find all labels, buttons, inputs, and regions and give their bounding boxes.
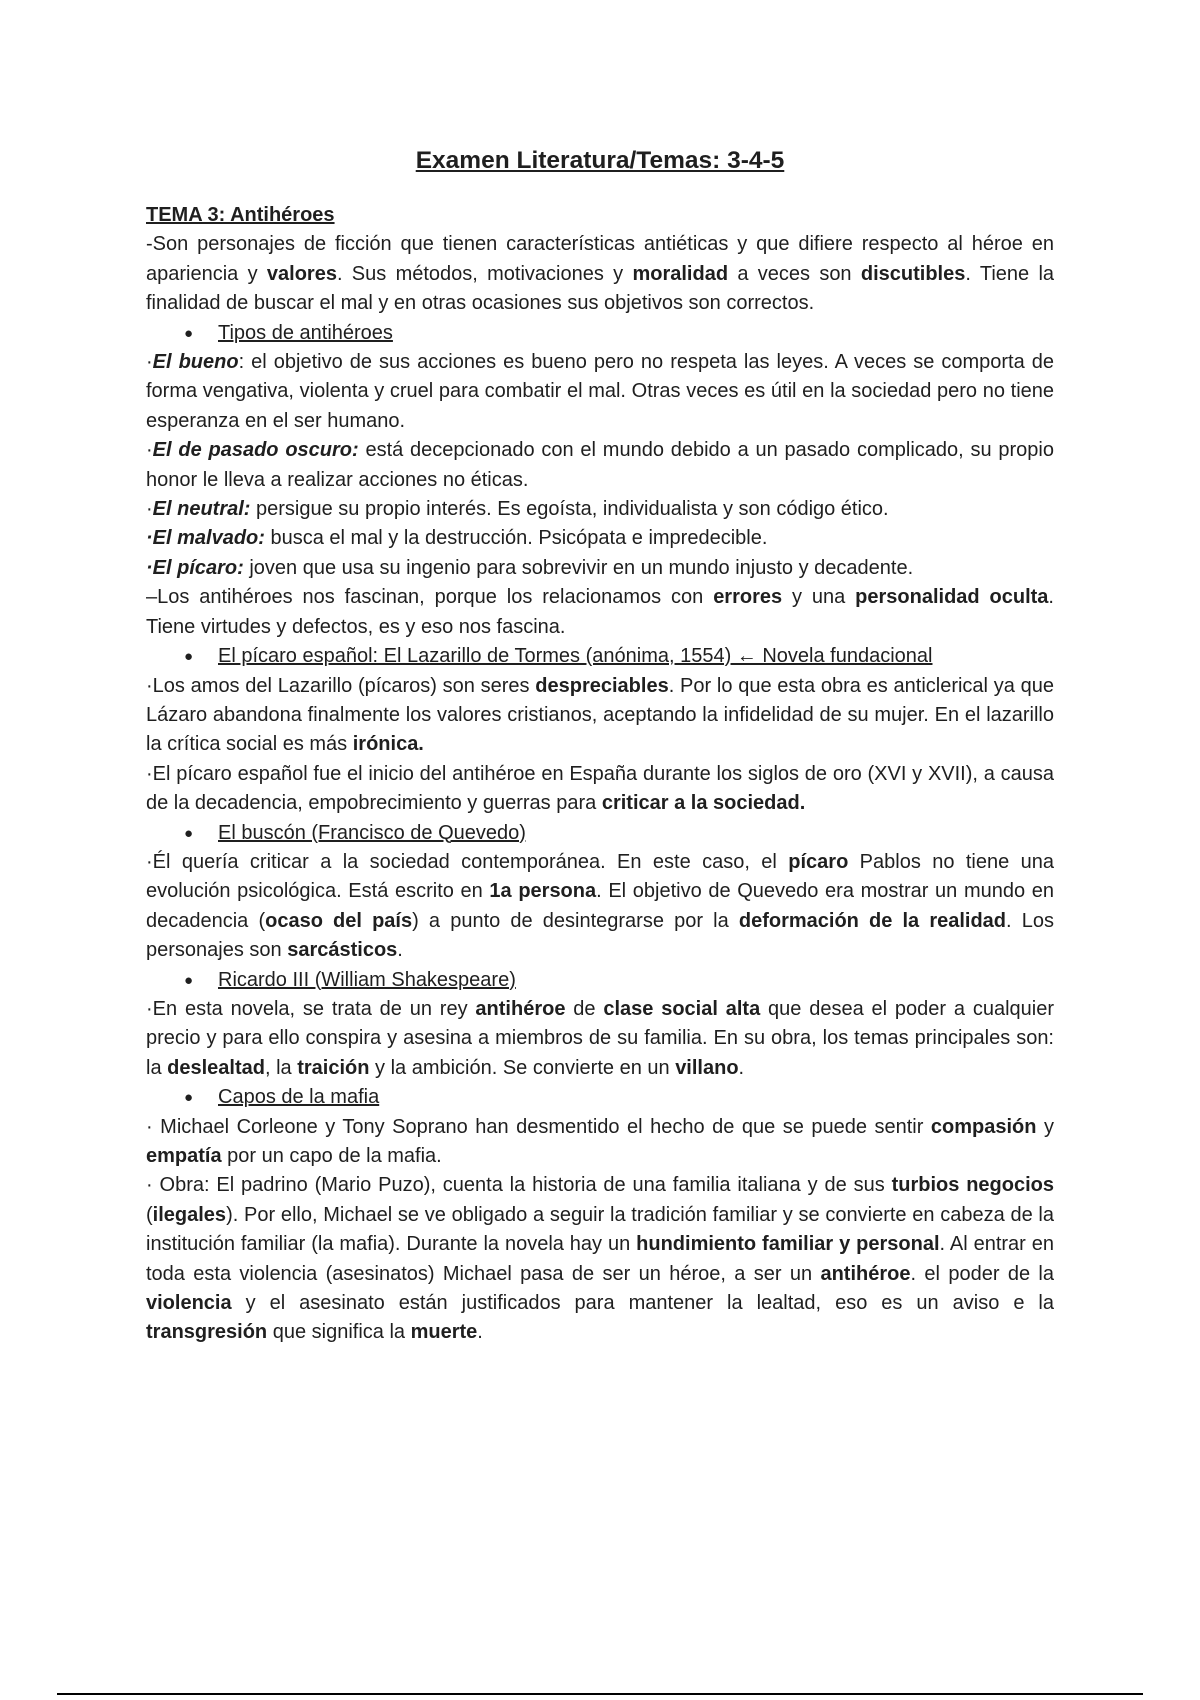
text-run: que significa la — [267, 1321, 411, 1344]
text-run: deformación de la realidad — [738, 909, 1007, 932]
text-run: busca el mal y la destrucción. Psicópata e impredecible. — [264, 527, 768, 550]
text-run: . Tiene virtudes y defectos, es y eso nos fascina. — [146, 586, 1054, 638]
text-run: por un capo de la mafia. — [221, 1145, 442, 1167]
mafia-list — [146, 1113, 1054, 1348]
text-run: sarcásticos — [287, 939, 398, 962]
text-run: ·El malvado: — [146, 527, 265, 550]
text-run: y la ambición. Se convierte en un — [369, 1056, 676, 1079]
bullet-dot-icon: ● — [184, 824, 194, 842]
text-run: valores — [266, 262, 337, 285]
paragraph — [146, 554, 1054, 583]
text-run: 1a persona — [489, 880, 597, 903]
text-run: que desea el poder a cualquier precio y para ello conspira y asesina a miembros de su familia. En su obra, los temas principales son: la — [146, 997, 1054, 1079]
text-run: · — [146, 351, 153, 374]
paragraph — [146, 524, 1054, 553]
text-run: hundimiento familiar y personal — [636, 1233, 940, 1256]
text-run: ·Los amos del Lazarillo (pícaros) son seres — [146, 674, 536, 697]
text-run: ·El pícaro: — [146, 556, 244, 579]
text-run: ilegales — [152, 1203, 227, 1226]
bullet-dot-icon: ● — [184, 324, 194, 342]
bullet-tipos: ● Tipos de antihéroes — [146, 319, 1054, 348]
text-run: errores — [713, 586, 783, 609]
text-run: personalidad oculta — [855, 586, 1049, 609]
types-list — [146, 348, 1054, 642]
document-page — [146, 146, 1054, 1348]
text-run: ). Por ello, Michael se ve obligado a seguir la tradición familiar y se convierte en cabeza de la institución familiar (la mafia). Durante la novela hay un — [146, 1203, 1054, 1256]
text-run: pícaro — [788, 850, 849, 873]
text-run: El de pasado oscuro: — [152, 439, 359, 462]
text-run: · Obra: El padrino (Mario Puzo), cuenta la historia de una familia italiana y de sus — [146, 1174, 892, 1197]
text-run: · — [146, 498, 153, 521]
paragraph — [146, 1113, 1054, 1172]
text-run: El neutral: — [152, 498, 251, 521]
text-run: moralidad — [632, 262, 729, 285]
bullet-lazarillo: ● El pícaro español: El Lazarillo de Tormes (anónima, 1554) ← Novela fundacional — [146, 642, 1054, 671]
text-run: El bueno — [152, 351, 239, 374]
text-run: compasión — [930, 1115, 1037, 1138]
text-run: . Sus métodos, motivaciones y — [336, 262, 633, 285]
text-run: ·El pícaro español fue el inicio del antihéroe en España durante los siglos de oro (XVI y XVII), a causa de la decadencia, empobrecimiento y guerras para — [146, 762, 1054, 815]
paragraph — [146, 583, 1054, 642]
text-run: ·Él quería criticar a la sociedad contemporánea. En este caso, el — [146, 850, 789, 873]
text-run: traición — [297, 1056, 370, 1079]
paragraph — [146, 760, 1054, 819]
text-run: persigue su propio interés. Es egoísta, individualista y son código ético. — [250, 498, 889, 521]
text-run: turbios negocios — [891, 1174, 1054, 1197]
paragraph — [146, 348, 1054, 436]
lazarillo-list — [146, 672, 1054, 819]
text-run: . Tiene la finalidad de buscar el mal y en otras ocasiones sus objetivos son correctos. — [146, 262, 1055, 315]
text-run: -Son personajes de ficción que tienen características antiéticas y que difiere respecto al héroe en apariencia y — [146, 233, 1054, 285]
text-run: despreciables — [535, 674, 669, 697]
text-run: Pablos no tiene una evolución psicológica. Está escrito en — [146, 850, 1054, 903]
paragraph — [146, 672, 1054, 760]
buscon-list — [146, 848, 1054, 966]
text-run: de — [565, 997, 604, 1020]
text-run: ocaso del país — [265, 909, 413, 932]
text-run: : el objetivo de sus acciones es bueno pero no respeta las leyes. A veces se comporta de forma vengativa, violenta y cruel para combatir el mal. Otras veces es útil en la sociedad pero no tiene esperanza en el ser humano. — [146, 351, 1054, 432]
footer-divider — [57, 1693, 1143, 1695]
paragraph — [146, 1171, 1054, 1347]
text-run: . — [477, 1321, 483, 1344]
text-run: joven que usa su ingenio para sobrevivir en un mundo injusto y decadente. — [243, 556, 914, 579]
bullet-dot-icon: ● — [184, 1089, 194, 1107]
text-run: clase social alta — [603, 997, 761, 1020]
paragraph — [146, 995, 1054, 1083]
paragraph — [146, 848, 1054, 966]
bullet-mafia: ● Capos de la mafia — [146, 1083, 1054, 1112]
text-run: . Los personajes son — [146, 909, 1054, 962]
intro-paragraph — [146, 230, 1054, 318]
paragraph — [146, 436, 1054, 495]
text-run: deslealtad — [167, 1056, 265, 1079]
text-run: . el poder de la — [910, 1262, 1054, 1285]
text-run: violencia — [146, 1292, 232, 1315]
text-run: –Los antihéroes nos fascinan, porque los relacionamos con — [146, 586, 714, 609]
bullet-dot-icon: ● — [184, 971, 194, 989]
text-run: y una — [782, 586, 856, 609]
ricardo-list — [146, 995, 1054, 1083]
text-run: villano — [675, 1056, 739, 1079]
text-run: discutibles — [860, 262, 966, 285]
text-run: transgresión — [146, 1321, 268, 1344]
text-run: ( — [146, 1203, 153, 1226]
text-run: y — [1036, 1115, 1054, 1138]
bullet-buscon: ● El buscón (Francisco de Quevedo) — [146, 819, 1054, 848]
text-run: . — [738, 1056, 745, 1079]
text-run: muerte — [410, 1321, 478, 1344]
text-run: antihéroe — [820, 1262, 911, 1285]
text-run: está decepcionado con el mundo debido a un pasado complicado, su propio honor le lleva a realizar acciones no éticas. — [146, 439, 1054, 491]
paragraph — [146, 495, 1054, 524]
text-run: a veces son — [728, 262, 861, 285]
text-run: y el asesinato están justificados para mantener la lealtad, eso es un aviso e la — [231, 1292, 1054, 1315]
bullet-ricardo: ● Ricardo III (William Shakespeare) — [146, 966, 1054, 995]
text-run: empatía — [146, 1145, 222, 1167]
text-run: irónica. — [352, 733, 424, 756]
text-run: . Al entrar en toda esta violencia (asesinatos) Michael pasa de ser un héroe, a ser un — [146, 1233, 1054, 1285]
document-title: Examen Literatura/Temas: 3-4-5 — [415, 147, 785, 174]
text-run: ·En esta novela, se trata de un rey — [146, 997, 476, 1020]
text-run: · — [146, 439, 153, 462]
text-run: , la — [264, 1056, 298, 1079]
section-heading: TEMA 3: Antihéroes — [146, 204, 335, 226]
text-run: . — [397, 939, 403, 962]
text-run: . El objetivo de Quevedo era mostrar un mundo en decadencia ( — [146, 880, 1054, 932]
text-run: criticar a la sociedad. — [601, 792, 806, 815]
text-run: · Michael Corleone y Tony Soprano han desmentido el hecho de que se puede sentir — [146, 1115, 931, 1138]
text-run: antihéroe — [475, 997, 566, 1020]
text-run: ) a punto de desintegrarse por la — [412, 909, 739, 932]
text-run: . Por lo que esta obra es anticlerical ya que Lázaro abandona finalmente los valores cristianos, aceptando la infidelidad de su mujer. En el lazarillo la crítica social es más — [146, 674, 1054, 756]
bullet-dot-icon: ● — [184, 648, 194, 666]
